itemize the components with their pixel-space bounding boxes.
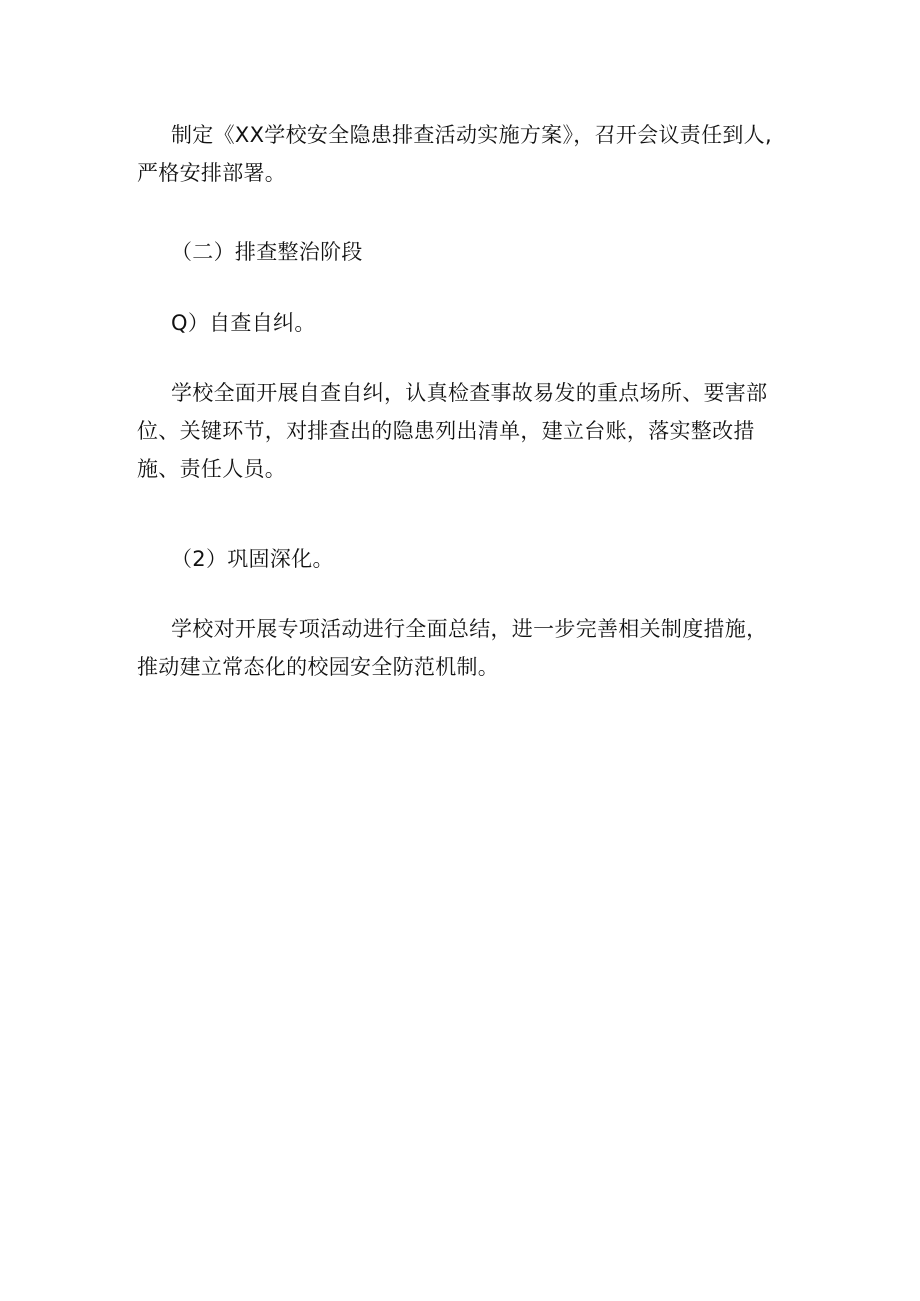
paragraph-plan-formulation: 制定《XX学校安全隐患排查活动实施方案》，召开会议责任到人,严格安排部署。 [137,123,772,185]
paragraph-consolidation: 学校对开展专项活动进行全面总结，进一步完善相关制度措施，推动建立常态化的校园安全防范机制。 [137,617,768,679]
section-heading-investigation-stage: （二）排查整治阶段 [171,240,363,264]
paragraph-self-inspection: 学校全面开展自查自纠，认真检查事故易发的重点场所、要害部位、关键环节，对排查出的隐患列出清单，建立台账，落实整改措施、责任人员。 [137,381,768,481]
subheading-self-inspection: Q）自查自纠。 [171,311,316,335]
subheading-consolidation: （2）巩固深化。 [171,547,334,571]
